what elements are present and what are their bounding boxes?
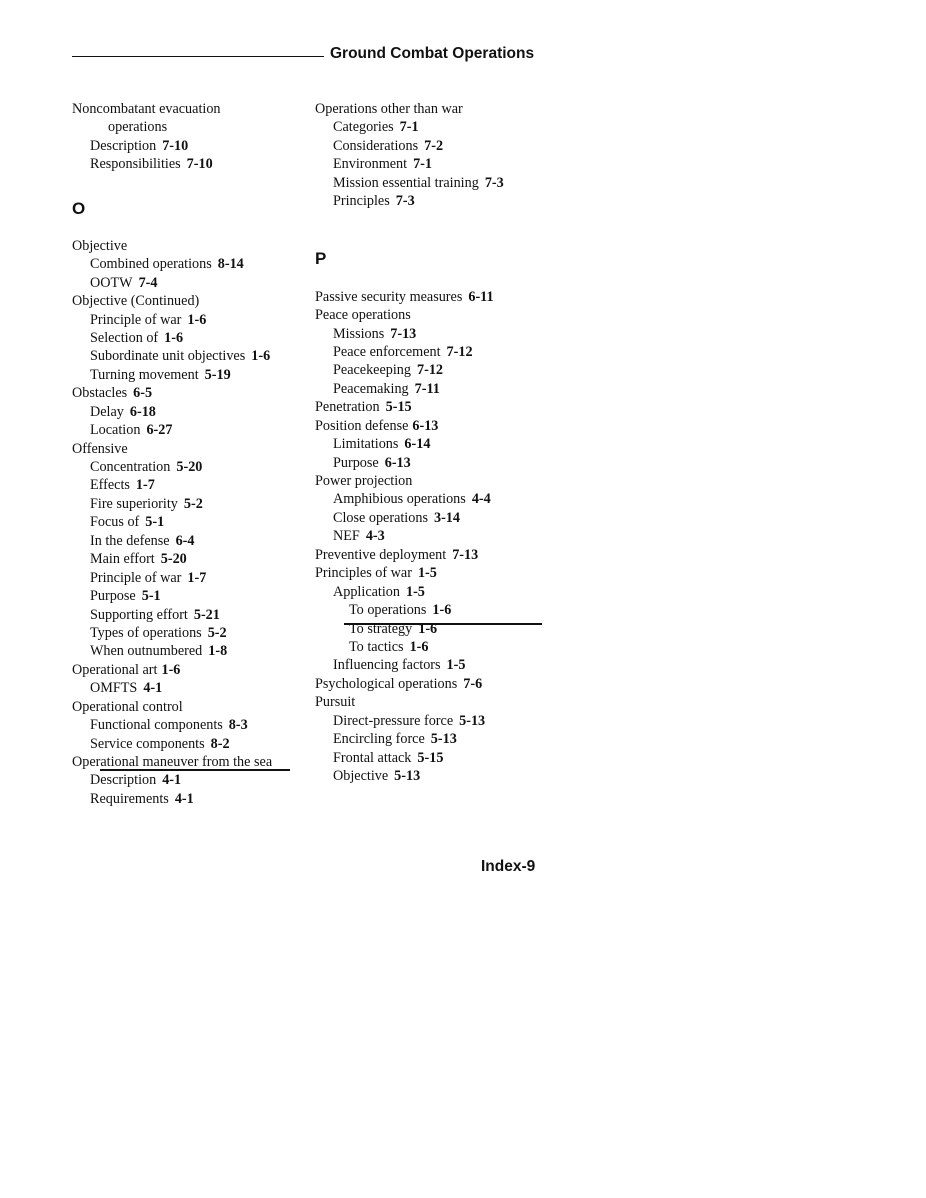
index-subentry: Missions 7-13 xyxy=(333,325,417,342)
index-subentry: Effects 1-7 xyxy=(90,477,155,494)
index-subentry: OOTW 7-4 xyxy=(90,274,158,291)
section-letter-o: O xyxy=(72,198,86,218)
index-entry-heading: Preventive deployment 7-13 xyxy=(315,546,479,563)
index-entry-heading: Peace operations xyxy=(315,307,411,324)
index-subentry: Categories 7-1 xyxy=(333,119,419,136)
index-subentry: Combined operations 8-14 xyxy=(90,256,244,273)
index-entry-heading: Passive security measures 6-11 xyxy=(315,288,494,305)
index-subentry: Location 6-27 xyxy=(90,422,173,439)
index-subentry: Concentration 5-20 xyxy=(90,459,203,475)
index-subentry: Types of operations 5-2 xyxy=(90,624,227,641)
index-subentry: Influencing factors 1-5 xyxy=(333,657,466,674)
index-subentry: Delay 6-18 xyxy=(90,403,156,420)
index-subentry: Purpose 5-1 xyxy=(90,588,161,605)
running-header-title: Ground Combat Operations xyxy=(330,45,535,62)
index-subentry: Fire superiority 5-2 xyxy=(90,495,203,512)
index-subentry: OMFTS 4-1 xyxy=(90,680,163,697)
index-entry-heading: Psychological operations 7-6 xyxy=(315,675,483,692)
index-subentry: Mission essential training 7-3 xyxy=(333,174,504,191)
index-subentry: Purpose 6-13 xyxy=(333,454,411,471)
index-subentry: Encircling force 5-13 xyxy=(333,731,457,748)
index-subentry: Description 4-1 xyxy=(90,772,182,789)
index-subentry: Peacemaking 7-11 xyxy=(333,380,440,397)
index-subsubentry: To strategy 1-6 xyxy=(349,620,438,637)
index-subentry: Peacekeeping 7-12 xyxy=(333,362,444,379)
index-subentry: When outnumbered 1-8 xyxy=(90,643,228,660)
index-subentry: Objective 5-13 xyxy=(333,768,421,784)
index-subsubentry: To tactics 1-6 xyxy=(349,638,429,655)
index-entry-heading: Operational maneuver from the sea xyxy=(72,754,273,770)
index-subentry: Principle of war 1-7 xyxy=(90,569,207,586)
page-number: Index-9 xyxy=(481,858,536,875)
index-subentry: Amphibious operations 4-4 xyxy=(333,491,491,508)
index-subentry: Service components 8-2 xyxy=(90,735,230,752)
index-entry-heading: Objective (Continued) xyxy=(72,293,200,310)
index-entry-heading-wrap: operations xyxy=(108,119,168,136)
index-subentry: Frontal attack 5-15 xyxy=(333,749,444,766)
index-entry-heading: Power projection xyxy=(315,473,413,489)
index-entry-heading: Noncombatant evacuation xyxy=(72,101,221,117)
index-subentry: Supporting effort 5-21 xyxy=(90,606,220,623)
index-subentry: Focus of 5-1 xyxy=(90,514,165,531)
index-entry-heading: Operations other than war xyxy=(315,101,463,117)
index-entry-heading: Obstacles 6-5 xyxy=(72,385,153,402)
index-subentry: Direct-pressure force 5-13 xyxy=(333,712,486,729)
index-subentry: Selection of 1-6 xyxy=(90,329,184,346)
index-subsubentry: To operations 1-6 xyxy=(349,602,452,619)
index-subentry: Peace enforcement 7-12 xyxy=(333,343,473,360)
index-subentry: Principle of war 1-6 xyxy=(90,311,207,328)
index-column-left xyxy=(72,100,307,808)
index-entry-heading: Penetration 5-15 xyxy=(315,399,412,416)
index-subentry: Functional components 8-3 xyxy=(90,717,248,734)
index-subentry: Limitations 6-14 xyxy=(333,436,431,453)
index-entry-heading: Pursuit xyxy=(315,694,356,711)
index-subentry: Description 7-10 xyxy=(90,137,189,154)
index-entry-heading: Operational art 1-6 xyxy=(72,661,181,678)
continuation-rule-right xyxy=(344,623,542,625)
index-entry-heading: Principles of war 1-5 xyxy=(315,565,437,582)
continuation-rule-left xyxy=(100,769,290,771)
index-subentry: Principles 7-3 xyxy=(333,193,415,210)
index-entry-heading: Objective xyxy=(72,237,128,254)
index-subentry: Application 1-5 xyxy=(333,583,425,600)
index-subentry: Considerations 7-2 xyxy=(333,137,444,154)
index-entry-heading: Offensive xyxy=(72,440,128,457)
index-subentry: Subordinate unit objectives 1-6 xyxy=(90,348,271,365)
index-column-right xyxy=(315,100,555,785)
section-letter-p: P xyxy=(315,248,327,268)
index-subentry: Main effort 5-20 xyxy=(90,551,187,568)
header-rule xyxy=(72,56,324,57)
index-subentry: Turning movement 5-19 xyxy=(90,366,231,383)
index-subentry: Environment 7-1 xyxy=(333,156,432,173)
index-subentry: Close operations 3-14 xyxy=(333,509,460,526)
index-subentry: In the defense 6-4 xyxy=(90,532,195,549)
index-subentry: NEF 4-3 xyxy=(333,528,385,545)
index-subentry: Requirements 4-1 xyxy=(90,790,194,807)
index-entry-heading: Position defense 6-13 xyxy=(315,417,439,434)
index-entry-heading: Operational control xyxy=(72,698,183,715)
index-subentry: Responsibilities 7-10 xyxy=(90,156,213,173)
